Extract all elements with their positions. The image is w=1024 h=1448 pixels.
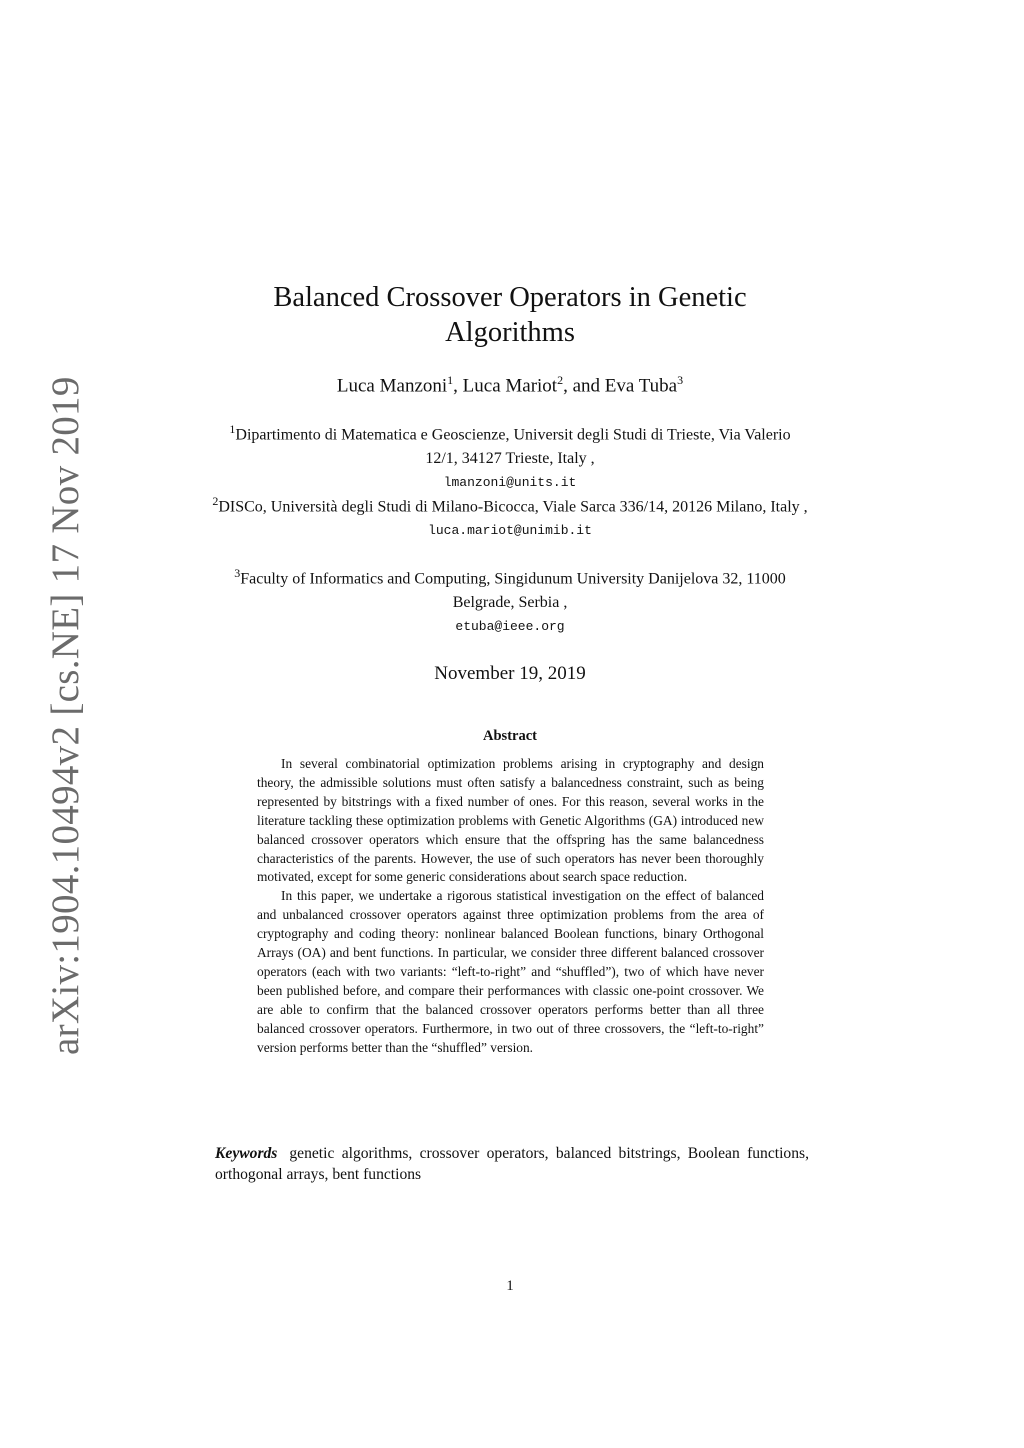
affiliation-text: DISCo, Università degli Studi di Milano-Bicocca, Viale Sarca 336/14, 20126 Milano, Italy , (218, 498, 808, 516)
title-line-1: Balanced Crossover Operators in Genetic (273, 282, 747, 313)
author-separator: , and (563, 375, 605, 397)
title-line-2: Algorithms (445, 317, 575, 348)
author-mark: 1 (447, 373, 454, 387)
paper-title (212, 280, 808, 350)
affiliation-mark: 2 (212, 494, 219, 508)
author-name: Luca Manzoni (336, 375, 448, 397)
affiliation-text: Faculty of Informatics and Computing, Singidunum University Danijelova 32, 11000 Belgrade, Serbia , (240, 570, 786, 612)
author-mark: 2 (557, 373, 564, 387)
arxiv-identifier: arXiv:1904.10494v2 [cs.NE] 17 Nov 2019 (44, 376, 87, 1055)
keywords (215, 1143, 809, 1185)
keywords-label: Keywords (215, 1145, 278, 1162)
author-name: Luca Mariot (462, 375, 558, 397)
abstract-paragraph-2: In this paper, we undertake a rigorous statistical investigation on the effect of balanced and unbalanced crossover operators against three optimization problems from the area of cryptography and coding theory: nonlinear balanced Boolean functions, binary Orthogonal Arrays (OA) and bent functions. In particular, we consider three different balanced crossover operators (each with two variants: “left-to-right” and “shuffled”), two of which have never been published before, and compare their performances with classic one-point crossover. We are able to confirm that the balanced crossover operators performs better than all three balanced crossover operators. Furthermore, in two out of three crossovers, the “left-to-right” version performs better than the “shuffled” version. (257, 888, 764, 1055)
page-number: 1 (506, 1278, 514, 1294)
abstract-body (257, 755, 764, 1058)
publication-date: November 19, 2019 (434, 663, 586, 684)
abstract-heading: Abstract (483, 728, 537, 744)
affiliation-mark: 3 (234, 566, 241, 580)
affiliation-mark: 1 (229, 422, 236, 436)
author-separator: , (453, 375, 463, 397)
affiliation-3 (212, 561, 808, 638)
affiliation-email[interactable]: etuba@ieee.org (455, 619, 565, 635)
affiliation-1 (212, 417, 808, 494)
keywords-text: genetic algorithms, crossover operators, balanced bitstrings, Boolean functions, orthogonal arrays, bent functions (215, 1145, 809, 1183)
affiliation-email[interactable]: luca.mariot@unimib.it (428, 523, 592, 539)
abstract-paragraph-1: In several combinatorial optimization problems arising in cryptography and design theory, the admissible solutions must often satisfy a balancedness constraint, such as being represented by bitstrings with a fixed number of ones. For this reason, several works in the literature tackling these optimization problems with Genetic Algorithms (GA) introduced new balanced crossover operators which ensure that the offspring has the same balancedness characteristics of the parents. However, the use of such operators has never been thoroughly motivated, except for some generic considerations about search space reduction. (257, 756, 764, 885)
author-list (212, 373, 808, 397)
affiliation-2 (212, 489, 808, 542)
author-mark: 3 (677, 373, 684, 387)
affiliation-email[interactable]: lmanzoni@units.it (443, 475, 577, 491)
author-name: Eva Tuba (604, 375, 678, 397)
affiliation-text: Dipartimento di Matematica e Geoscienze, Universit degli Studi di Trieste, Via Valerio 12/1, 34127 Trieste, Italy , (235, 426, 791, 468)
